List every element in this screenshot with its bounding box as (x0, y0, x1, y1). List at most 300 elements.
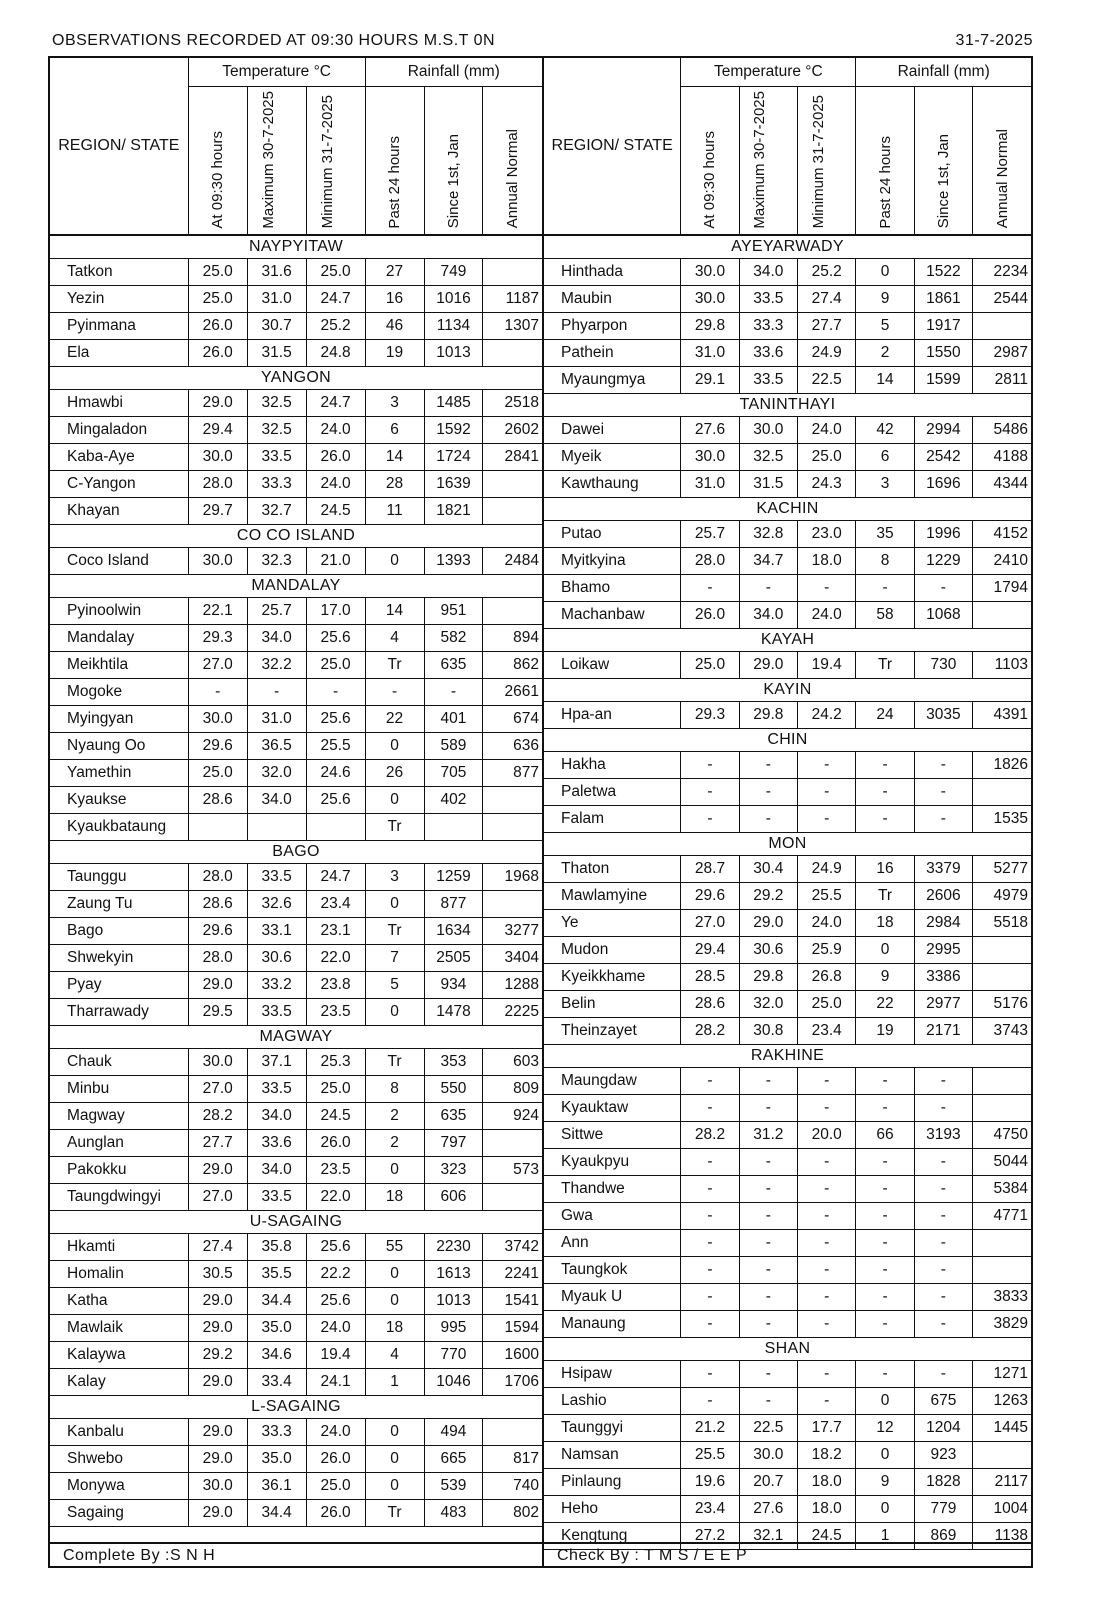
rain-24h-cell: 1 (856, 1522, 914, 1549)
rain-since-jan-cell: 1485 (424, 389, 483, 416)
rain-annual-normal-cell: 2811 (973, 366, 1031, 393)
rain-since-jan-cell: 1861 (914, 285, 972, 312)
rain-24h-cell: 9 (856, 1468, 914, 1495)
station-name: Kyauktaw (544, 1094, 681, 1121)
temp-0930-cell: 27.2 (681, 1522, 739, 1549)
rain-annual-normal-cell: 1535 (973, 805, 1031, 832)
rain-24h-cell: 4 (365, 1341, 424, 1368)
rain-24h-cell: 14 (365, 597, 424, 624)
station-row (544, 443, 1031, 470)
rain-annual-normal-cell: 603 (483, 1048, 542, 1075)
station-name: Loikaw (544, 651, 681, 678)
temp-max-cell: 33.5 (739, 285, 797, 312)
station-name: Kyeikkhame (544, 963, 681, 990)
temp-0930-cell: 30.0 (681, 443, 739, 470)
temp-0930-cell: - (681, 805, 739, 832)
temp-min-cell: 20.0 (798, 1121, 856, 1148)
temp-0930-cell: 30.5 (188, 1260, 247, 1287)
station-row (544, 855, 1031, 882)
temp-max-cell: 34.0 (739, 258, 797, 285)
temp-max-cell: 34.0 (247, 786, 306, 813)
temp-min-cell: 25.6 (306, 705, 365, 732)
rain-since-jan-cell: 3035 (914, 701, 972, 728)
station-name: Machanbaw (544, 601, 681, 628)
rain-since-jan-cell: 483 (424, 1499, 483, 1526)
rain-24h-cell: - (856, 1175, 914, 1202)
rain-24h-cell: 5 (856, 312, 914, 339)
station-name: Belin (544, 990, 681, 1017)
station-row (544, 574, 1031, 601)
temp-max-cell: 36.5 (247, 732, 306, 759)
rain-24h-cell: 0 (365, 1418, 424, 1445)
section-title: U-SAGAING (50, 1210, 542, 1233)
station-row (50, 890, 542, 917)
rain-24h-cell: 24 (856, 701, 914, 728)
section-title: L-SAGAING (50, 1395, 542, 1418)
left-table (50, 58, 542, 1527)
temp-0930-cell: 25.5 (681, 1441, 739, 1468)
rain-24h-cell: - (856, 778, 914, 805)
rain-since-jan-cell: 951 (424, 597, 483, 624)
section-title: CHIN (544, 728, 1031, 751)
temp-min-cell: 25.6 (306, 624, 365, 651)
temp-0930-cell: 29.4 (188, 416, 247, 443)
temp-min-cell: 22.2 (306, 1260, 365, 1287)
rain-24h-cell: 0 (365, 1156, 424, 1183)
station-name: Pyay (50, 971, 188, 998)
rain-annual-normal-cell: 924 (483, 1102, 542, 1129)
temp-min-cell: 23.4 (306, 890, 365, 917)
temp-0930-cell: 30.0 (188, 1472, 247, 1499)
temp-max-cell: 32.7 (247, 497, 306, 524)
station-name: Thandwe (544, 1175, 681, 1202)
temp-0930-cell: 28.6 (681, 990, 739, 1017)
temp-0930-cell: 30.0 (188, 705, 247, 732)
station-name: Bhamo (544, 574, 681, 601)
rain-24h-cell: 9 (856, 285, 914, 312)
rain-annual-normal-cell: 5176 (973, 990, 1031, 1017)
station-name: Hinthada (544, 258, 681, 285)
rain-since-jan-cell: - (914, 1148, 972, 1175)
rain-since-jan-cell: 779 (914, 1495, 972, 1522)
section-row (50, 235, 542, 259)
temp-max-cell: 34.0 (247, 1102, 306, 1129)
station-row (50, 944, 542, 971)
section-title: MAGWAY (50, 1025, 542, 1048)
temp-0930-cell: - (681, 1360, 739, 1387)
station-row (50, 389, 542, 416)
station-name: Hmawbi (50, 389, 188, 416)
rain-annual-normal-cell: 1794 (973, 574, 1031, 601)
temp-min-cell: 25.0 (306, 258, 365, 285)
temp-min-cell: 23.0 (798, 520, 856, 547)
station-name: Hpa-an (544, 701, 681, 728)
temp-max-cell: 30.0 (739, 1441, 797, 1468)
section-title: TANINTHAYI (544, 393, 1031, 416)
minimum-label: Minimum 31-7-2025 (318, 95, 336, 229)
rain-since-jan-cell: 1996 (914, 520, 972, 547)
temp-0930-cell: 31.0 (681, 339, 739, 366)
temp-min-cell: 17.7 (798, 1414, 856, 1441)
temp-min-cell: 24.0 (798, 601, 856, 628)
maximum-header (247, 87, 306, 235)
report-date: 31-7-2025 (955, 32, 1033, 49)
station-row (544, 1360, 1031, 1387)
rain-annual-normal-cell: 4750 (973, 1121, 1031, 1148)
temp-0930-cell: 29.0 (188, 1499, 247, 1526)
rain-since-jan-cell: - (914, 805, 972, 832)
at-0930-header (681, 87, 739, 235)
station-row (544, 470, 1031, 497)
temp-max-cell: 32.3 (247, 547, 306, 574)
temp-0930-cell: 29.6 (188, 732, 247, 759)
temp-min-cell: - (798, 805, 856, 832)
temp-max-cell (247, 813, 306, 840)
rain-annual-normal-cell: 5518 (973, 909, 1031, 936)
rain-since-jan-cell: - (914, 574, 972, 601)
temp-max-cell: - (739, 778, 797, 805)
station-row (544, 651, 1031, 678)
station-name: Meikhtila (50, 651, 188, 678)
station-name: Kengtung (544, 1522, 681, 1549)
temp-0930-cell: 30.0 (188, 1048, 247, 1075)
section-row (544, 628, 1031, 651)
temp-max-cell: - (739, 1256, 797, 1283)
temp-max-cell: 35.8 (247, 1233, 306, 1260)
section-title: SHAN (544, 1337, 1031, 1360)
temp-0930-cell: 28.0 (188, 944, 247, 971)
temp-0930-cell: 28.2 (681, 1017, 739, 1044)
rain-since-jan-cell: 1599 (914, 366, 972, 393)
station-row (544, 312, 1031, 339)
rain-since-jan-cell: 1046 (424, 1368, 483, 1395)
rain-24h-cell: - (856, 574, 914, 601)
temp-min-cell: 24.9 (798, 855, 856, 882)
rain-since-jan-cell: 2977 (914, 990, 972, 1017)
rain-24h-cell: - (856, 1360, 914, 1387)
temp-0930-cell: 25.0 (681, 651, 739, 678)
rain-annual-normal-cell (973, 1256, 1031, 1283)
rain-annual-normal-cell (973, 963, 1031, 990)
rain-annual-normal-cell: 3277 (483, 917, 542, 944)
section-row (50, 1025, 542, 1048)
temp-min-cell: 21.0 (306, 547, 365, 574)
rainfall-group-header: Rainfall (mm) (365, 58, 542, 87)
temp-max-cell: - (739, 1310, 797, 1337)
rain-annual-normal-cell (973, 1441, 1031, 1468)
temp-min-cell: 25.5 (798, 882, 856, 909)
station-name: Maungdaw (544, 1067, 681, 1094)
rain-annual-normal-cell: 1004 (973, 1495, 1031, 1522)
temp-max-cell: - (739, 805, 797, 832)
rain-24h-cell: - (365, 678, 424, 705)
temp-0930-cell: - (681, 1067, 739, 1094)
rain-since-jan-cell: 1592 (424, 416, 483, 443)
temp-0930-cell: 25.0 (188, 258, 247, 285)
temp-0930-cell: 25.0 (188, 759, 247, 786)
temp-min-cell: 25.2 (306, 312, 365, 339)
temp-min-cell: 24.9 (798, 339, 856, 366)
section-title: MON (544, 832, 1031, 855)
station-row (50, 416, 542, 443)
temp-min-cell: 24.5 (306, 1102, 365, 1129)
rain-24h-cell: 8 (365, 1075, 424, 1102)
rain-since-jan-cell: - (914, 1067, 972, 1094)
station-row (50, 1260, 542, 1287)
rain-annual-normal-cell: 2234 (973, 258, 1031, 285)
temp-min-cell: 18.2 (798, 1441, 856, 1468)
maximum-header (739, 87, 797, 235)
annual-normal-label: Annual Normal (993, 129, 1011, 229)
rain-since-jan-cell: 353 (424, 1048, 483, 1075)
rain-24h-cell: 58 (856, 601, 914, 628)
station-row (50, 1183, 542, 1210)
station-row (50, 258, 542, 285)
rain-24h-cell: 2 (365, 1102, 424, 1129)
temp-max-cell: 32.5 (739, 443, 797, 470)
station-row (50, 1341, 542, 1368)
station-name: Kalay (50, 1368, 188, 1395)
temp-max-cell: 31.6 (247, 258, 306, 285)
rain-since-jan-cell: 494 (424, 1418, 483, 1445)
rain-annual-normal-cell: 4979 (973, 882, 1031, 909)
temp-min-cell: 24.8 (306, 339, 365, 366)
temp-min-cell: - (798, 1175, 856, 1202)
rain-annual-normal-cell (973, 601, 1031, 628)
rain-annual-normal-cell: 4152 (973, 520, 1031, 547)
rain-annual-normal-cell: 2841 (483, 443, 542, 470)
temp-0930-cell: 29.0 (188, 971, 247, 998)
temp-min-cell: 25.0 (306, 651, 365, 678)
temp-max-cell: 34.0 (247, 1156, 306, 1183)
past24-label: Past 24 hours (876, 136, 894, 229)
station-name: Kalaywa (50, 1341, 188, 1368)
station-row (50, 312, 542, 339)
station-row (50, 497, 542, 524)
rain-24h-cell: 2 (365, 1129, 424, 1156)
station-name: Magway (50, 1102, 188, 1129)
temp-0930-cell: 26.0 (188, 312, 247, 339)
temp-0930-cell (188, 813, 247, 840)
station-name: Sagaing (50, 1499, 188, 1526)
station-row (544, 909, 1031, 936)
rain-24h-cell: - (856, 1283, 914, 1310)
station-row (50, 1314, 542, 1341)
temp-min-cell: 23.1 (306, 917, 365, 944)
station-name: Pinlaung (544, 1468, 681, 1495)
since-jan-label: Since 1st, Jan (444, 134, 462, 229)
temp-max-cell: 30.6 (247, 944, 306, 971)
station-name: Nyaung Oo (50, 732, 188, 759)
rain-annual-normal-cell: 1594 (483, 1314, 542, 1341)
section-row (544, 728, 1031, 751)
section-row (544, 393, 1031, 416)
temp-min-cell: 22.5 (798, 366, 856, 393)
rain-24h-cell: 66 (856, 1121, 914, 1148)
temp-min-cell: 24.2 (798, 701, 856, 728)
rain-annual-normal-cell: 1138 (973, 1522, 1031, 1549)
rain-annual-normal-cell: 1263 (973, 1387, 1031, 1414)
rain-annual-normal-cell (483, 597, 542, 624)
station-row (50, 1102, 542, 1129)
temp-min-cell: 27.4 (798, 285, 856, 312)
temp-max-cell: - (739, 574, 797, 601)
rain-since-jan-cell: - (914, 751, 972, 778)
temp-min-cell: 25.6 (306, 1233, 365, 1260)
temp-max-cell: 33.6 (247, 1129, 306, 1156)
rain-annual-normal-cell (483, 339, 542, 366)
rain-24h-cell: 0 (856, 1387, 914, 1414)
temp-0930-cell: - (681, 1094, 739, 1121)
station-row (544, 1414, 1031, 1441)
rain-annual-normal-cell: 1600 (483, 1341, 542, 1368)
rain-24h-cell: - (856, 1067, 914, 1094)
temp-0930-cell: 28.7 (681, 855, 739, 882)
rain-since-jan-cell: 2995 (914, 936, 972, 963)
rain-since-jan-cell: 1821 (424, 497, 483, 524)
temp-max-cell: 32.0 (247, 759, 306, 786)
temp-max-cell: 29.0 (739, 651, 797, 678)
rain-24h-cell: 8 (856, 547, 914, 574)
annual-normal-header (973, 87, 1031, 235)
temp-0930-cell: 27.0 (681, 909, 739, 936)
station-name: Shwekyin (50, 944, 188, 971)
rain-annual-normal-cell: 636 (483, 732, 542, 759)
section-row (544, 1337, 1031, 1360)
station-name: Coco Island (50, 547, 188, 574)
rain-24h-cell: 1 (365, 1368, 424, 1395)
rain-24h-cell: Tr (365, 1048, 424, 1075)
rain-annual-normal-cell: 1706 (483, 1368, 542, 1395)
rain-24h-cell: Tr (365, 813, 424, 840)
temp-max-cell: 30.0 (739, 416, 797, 443)
minimum-header (798, 87, 856, 235)
rain-since-jan-cell: 2994 (914, 416, 972, 443)
station-row (50, 786, 542, 813)
temp-max-cell: 30.8 (739, 1017, 797, 1044)
rain-24h-cell: 0 (365, 732, 424, 759)
station-row (50, 1048, 542, 1075)
station-name: Mogoke (50, 678, 188, 705)
station-name: Mandalay (50, 624, 188, 651)
station-row (544, 1175, 1031, 1202)
temp-max-cell: 33.3 (247, 470, 306, 497)
rain-since-jan-cell: - (914, 1229, 972, 1256)
temp-max-cell: 33.2 (247, 971, 306, 998)
station-row (50, 1156, 542, 1183)
temp-min-cell: - (798, 574, 856, 601)
station-name: Pakokku (50, 1156, 188, 1183)
temp-max-cell: 33.3 (739, 312, 797, 339)
temp-max-cell: 33.4 (247, 1368, 306, 1395)
minimum-label: Minimum 31-7-2025 (809, 95, 827, 229)
temp-max-cell: - (739, 1283, 797, 1310)
minimum-header (306, 87, 365, 235)
rain-annual-normal-cell (973, 1067, 1031, 1094)
station-row (544, 1229, 1031, 1256)
station-name: Homalin (50, 1260, 188, 1287)
temp-0930-cell: 29.0 (188, 389, 247, 416)
station-row (50, 1499, 542, 1526)
section-title: KACHIN (544, 497, 1031, 520)
station-row (50, 1368, 542, 1395)
section-row (50, 574, 542, 597)
station-row (544, 601, 1031, 628)
temp-min-cell: 26.8 (798, 963, 856, 990)
temp-min-cell: - (798, 1360, 856, 1387)
station-name: Myingyan (50, 705, 188, 732)
station-row (50, 443, 542, 470)
rain-24h-cell: 3 (365, 389, 424, 416)
temp-min-cell: - (798, 1148, 856, 1175)
rain-since-jan-cell: 2230 (424, 1233, 483, 1260)
station-name: C-Yangon (50, 470, 188, 497)
temp-0930-cell: 28.0 (188, 470, 247, 497)
rain-24h-cell: 42 (856, 416, 914, 443)
temp-0930-cell: 19.6 (681, 1468, 739, 1495)
rain-annual-normal-cell: 5044 (973, 1148, 1031, 1175)
station-name: Phyarpon (544, 312, 681, 339)
temp-max-cell: 25.7 (247, 597, 306, 624)
temp-min-cell: 26.0 (306, 443, 365, 470)
temp-0930-cell: 26.0 (188, 339, 247, 366)
station-row (50, 1075, 542, 1102)
station-name: Hakha (544, 751, 681, 778)
station-name: Myeik (544, 443, 681, 470)
temp-max-cell: - (739, 1148, 797, 1175)
temp-max-cell: 30.4 (739, 855, 797, 882)
rain-since-jan-cell: - (914, 1310, 972, 1337)
station-row (50, 1445, 542, 1472)
temp-max-cell: 32.8 (739, 520, 797, 547)
rain-annual-normal-cell: 1445 (973, 1414, 1031, 1441)
station-row (544, 1256, 1031, 1283)
temp-0930-cell: 29.0 (188, 1368, 247, 1395)
rain-annual-normal-cell: 1271 (973, 1360, 1031, 1387)
rain-annual-normal-cell: 862 (483, 651, 542, 678)
rain-since-jan-cell (424, 813, 483, 840)
temp-max-cell: 27.6 (739, 1495, 797, 1522)
temp-max-cell: 35.0 (247, 1445, 306, 1472)
temp-min-cell: 25.5 (306, 732, 365, 759)
rain-since-jan-cell: 539 (424, 1472, 483, 1499)
station-row (50, 705, 542, 732)
station-row (50, 547, 542, 574)
rain-since-jan-cell: 635 (424, 1102, 483, 1129)
rain-24h-cell: 0 (365, 786, 424, 813)
temp-max-cell: - (739, 1229, 797, 1256)
rain-annual-normal-cell: 3829 (973, 1310, 1031, 1337)
rain-24h-cell: 0 (856, 1441, 914, 1468)
temp-min-cell: 22.0 (306, 1183, 365, 1210)
rain-annual-normal-cell (483, 813, 542, 840)
section-row (544, 832, 1031, 855)
section-row (50, 366, 542, 389)
temp-max-cell: 31.5 (739, 470, 797, 497)
station-row (544, 1441, 1031, 1468)
temp-min-cell: 25.2 (798, 258, 856, 285)
temp-max-cell: 33.5 (247, 998, 306, 1025)
temp-min-cell: - (798, 1310, 856, 1337)
rain-24h-cell: 0 (856, 1495, 914, 1522)
temp-min-cell: - (798, 1202, 856, 1229)
rain-24h-cell: 19 (856, 1017, 914, 1044)
station-name: Aunglan (50, 1129, 188, 1156)
station-name: Kyaukse (50, 786, 188, 813)
temp-max-cell: - (739, 1360, 797, 1387)
station-row (50, 917, 542, 944)
temp-min-cell: 23.5 (306, 1156, 365, 1183)
